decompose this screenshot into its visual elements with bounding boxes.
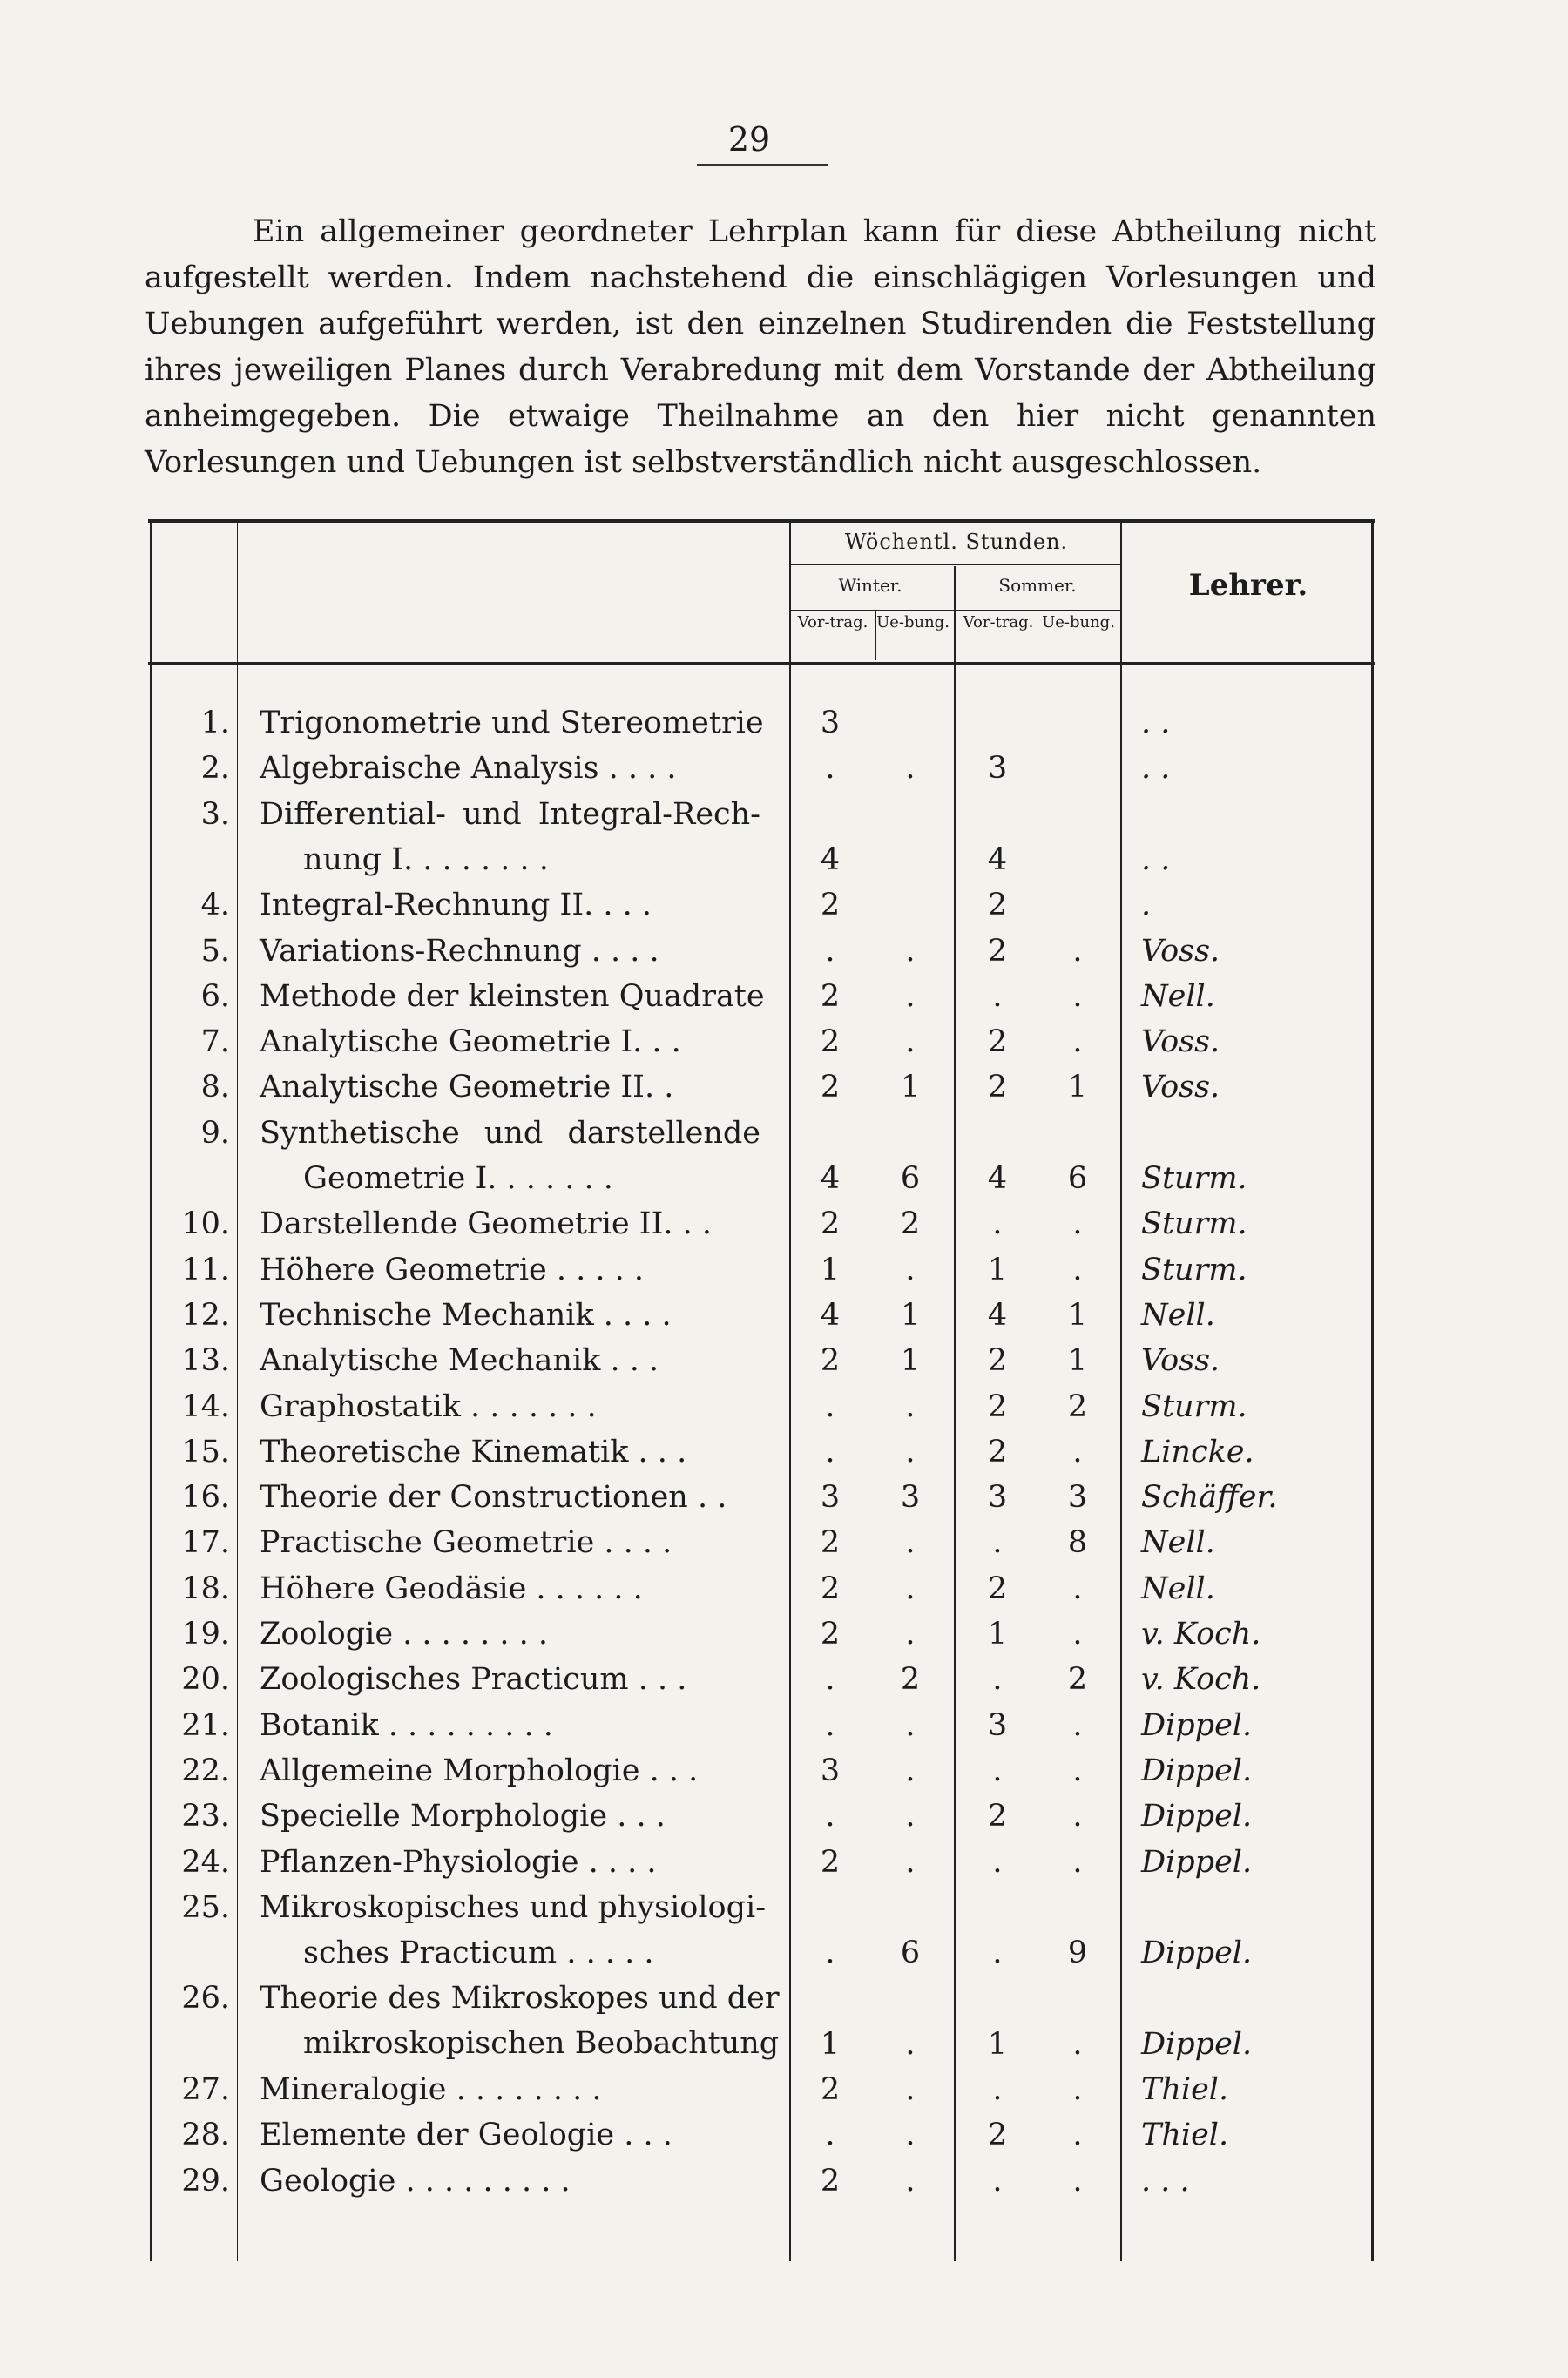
- winter-vortrag-hours: 3: [820, 706, 841, 740]
- subject-line: Graphostatik . . . . . . .: [260, 1388, 597, 1424]
- subject-line: Specielle Morphologie . . .: [260, 1799, 666, 1834]
- header-lehrer: Lehrer.: [1188, 568, 1308, 603]
- course-subject: [260, 929, 765, 974]
- winter-uebung-hours: .: [905, 2163, 916, 2199]
- subject-line: Theorie der Constructionen . .: [260, 1480, 727, 1516]
- table-row: [0, 929, 1568, 974]
- subject-line: Analytische Geometrie II. .: [260, 1070, 674, 1105]
- teacher-name: Sturm.: [1141, 1160, 1247, 1196]
- course-subject: [260, 1111, 765, 1201]
- summer-uebung-hours: .: [1072, 1206, 1083, 1242]
- table-row: [0, 2112, 1568, 2158]
- header-sommer: Sommer.: [998, 575, 1077, 596]
- summer-vortrag-hours: .: [992, 2072, 1003, 2107]
- summer-vortrag-hours: .: [992, 1753, 1003, 1788]
- table-row: [0, 792, 1568, 882]
- row-number: 8.: [200, 1070, 230, 1105]
- subject-line: Elemente der Geologie . . .: [260, 2118, 672, 2153]
- summer-vortrag-hours: 2: [987, 888, 1008, 923]
- teacher-name: Dippel.: [1141, 1844, 1253, 1880]
- winter-vortrag-hours: 2: [820, 1206, 841, 1242]
- winter-vortrag-hours: 2: [820, 1844, 841, 1880]
- summer-uebung-hours: .: [1072, 2163, 1083, 2199]
- subject-line: Theoretische Kinematik . . .: [260, 1434, 687, 1469]
- subject-line: Trigonometrie und Stereometrie: [260, 706, 764, 740]
- course-subject: [260, 974, 765, 1019]
- teacher-name: Voss.: [1141, 1343, 1220, 1379]
- course-subject: [260, 1384, 765, 1429]
- summer-uebung-hours: .: [1072, 1434, 1083, 1469]
- summer-vortrag-hours: 2: [987, 2118, 1008, 2153]
- summer-vortrag-hours: 3: [987, 1707, 1008, 1743]
- summer-uebung-hours: .: [1072, 978, 1083, 1014]
- table-row: [0, 1429, 1568, 1475]
- teacher-name: Schäffer.: [1141, 1480, 1278, 1516]
- subject-line: Darstellende Geometrie II. . .: [260, 1206, 713, 1242]
- row-number: 14.: [181, 1388, 230, 1424]
- table-top-rule: [148, 519, 1375, 523]
- winter-uebung-hours: .: [905, 1525, 916, 1561]
- summer-vortrag-hours: 3: [987, 1480, 1008, 1516]
- winter-vortrag-hours: 3: [820, 1480, 841, 1516]
- subject-line: sches Practicum . . . . .: [303, 1935, 654, 1970]
- winter-vortrag-hours: 3: [820, 1753, 841, 1788]
- summer-uebung-hours: 8: [1067, 1525, 1088, 1561]
- winter-vortrag-hours: 2: [820, 978, 841, 1014]
- table-row: [0, 1703, 1568, 1748]
- row-number: 9.: [200, 1115, 230, 1151]
- winter-vortrag-hours: 2: [820, 1024, 841, 1060]
- course-subject: [260, 882, 765, 928]
- row-number: 20.: [181, 1662, 230, 1698]
- summer-vortrag-hours: .: [992, 1206, 1003, 1242]
- winter-vortrag-hours: .: [825, 933, 835, 969]
- summer-vortrag-hours: .: [992, 1844, 1003, 1880]
- teacher-name: Dippel.: [1141, 2026, 1253, 2062]
- winter-uebung-hours: .: [905, 2118, 916, 2153]
- teacher-name: Dippel.: [1141, 1799, 1253, 1834]
- winter-uebung-hours: .: [905, 1024, 916, 1060]
- woechentl-rule: [791, 564, 1122, 565]
- summer-uebung-hours: 1: [1067, 1297, 1088, 1333]
- summer-uebung-hours: 3: [1067, 1480, 1088, 1516]
- teacher-name: v. Koch.: [1141, 1662, 1261, 1698]
- teacher-name: Lincke.: [1141, 1434, 1254, 1469]
- subject-line: Zoologie . . . . . . . .: [260, 1617, 549, 1652]
- row-number: 23.: [181, 1799, 230, 1834]
- summer-uebung-hours: .: [1072, 1707, 1083, 1743]
- table-row: [0, 1657, 1568, 1702]
- row-number: 7.: [200, 1024, 230, 1060]
- subject-line: Integral-Rechnung II. . . .: [260, 888, 652, 923]
- summer-uebung-hours: .: [1072, 1753, 1083, 1788]
- teacher-name: Nell.: [1141, 978, 1215, 1014]
- summer-uebung-hours: .: [1072, 2026, 1083, 2062]
- summer-uebung-hours: .: [1072, 1799, 1083, 1834]
- winter-vortrag-hours: .: [825, 1936, 835, 1971]
- course-subject: [260, 1520, 765, 1565]
- course-subject: [260, 1748, 765, 1794]
- table-row: [0, 1201, 1568, 1246]
- row-number: 1.: [200, 706, 230, 740]
- row-number: 27.: [181, 2072, 230, 2107]
- winter-uebung-hours: .: [905, 933, 916, 969]
- summer-uebung-hours: 1: [1067, 1070, 1088, 1105]
- winter-uebung-hours: .: [905, 2072, 916, 2107]
- winter-uebung-hours: 2: [900, 1662, 921, 1698]
- row-number: 24.: [181, 1844, 230, 1880]
- course-subject: [260, 1064, 765, 1110]
- subject-line: Differential- und Integral-Rech-: [260, 796, 760, 832]
- summer-uebung-hours: 2: [1067, 1388, 1088, 1424]
- summer-vortrag-hours: 1: [987, 2026, 1008, 2062]
- table-row: [0, 2158, 1568, 2204]
- course-subject: [260, 1429, 765, 1475]
- table-row: [0, 1475, 1568, 1520]
- row-number: 2.: [200, 751, 230, 787]
- table-row: [0, 1111, 1568, 1201]
- page-number: 29: [727, 120, 771, 159]
- course-subject: [260, 1885, 765, 1976]
- teacher-name: Voss.: [1141, 1070, 1220, 1105]
- summer-vortrag-hours: 2: [987, 1799, 1008, 1834]
- winter-uebung-hours: .: [905, 2026, 916, 2062]
- course-subject: [260, 2067, 765, 2112]
- winter-uebung-hours: .: [905, 1571, 916, 1606]
- winter-uebung-hours: .: [905, 1388, 916, 1424]
- course-subject: [260, 1338, 765, 1383]
- summer-vortrag-hours: 4: [987, 1297, 1008, 1333]
- course-subject: [260, 1475, 765, 1520]
- winter-uebung-hours: 1: [900, 1070, 921, 1105]
- teacher-name: v. Koch.: [1141, 1617, 1261, 1652]
- teacher-name: Dippel.: [1141, 1936, 1253, 1971]
- summer-uebung-hours: .: [1072, 1252, 1083, 1287]
- subject-line: Methode der kleinsten Quadrate: [260, 978, 765, 1014]
- teacher-name: Sturm.: [1141, 1388, 1247, 1424]
- row-number: 25.: [181, 1889, 230, 1925]
- subject-line: Geometrie I. . . . . . .: [303, 1160, 613, 1196]
- header-summer-uebung: Ue-bung.: [1042, 613, 1115, 632]
- row-number: 19.: [181, 1617, 230, 1652]
- winter-vortrag-hours: 2: [820, 1525, 841, 1561]
- teacher-name: . . .: [1141, 2163, 1190, 2199]
- winter-uebung-hours: 3: [900, 1480, 921, 1516]
- subject-line: Practische Geometrie . . . .: [260, 1525, 672, 1561]
- course-subject: [260, 1019, 765, 1064]
- table-row: [0, 1384, 1568, 1429]
- table-row: [0, 2067, 1568, 2112]
- summer-vortrag-hours: .: [992, 978, 1003, 1014]
- teacher-name: Dippel.: [1141, 1707, 1253, 1743]
- course-subject: [260, 1611, 765, 1657]
- teacher-name: Dippel.: [1141, 1753, 1253, 1788]
- winter-vortrag-hours: .: [825, 1662, 835, 1698]
- course-subject: [260, 1201, 765, 1246]
- winter-uebung-hours: .: [905, 751, 916, 787]
- winter-uebung-hours: .: [905, 1617, 916, 1652]
- row-number: 4.: [200, 888, 230, 923]
- summer-vortrag-hours: 2: [987, 1571, 1008, 1606]
- table-row: [0, 1064, 1568, 1110]
- winter-vortrag-hours: 1: [820, 2026, 841, 2062]
- course-subject: [260, 1703, 765, 1748]
- subject-line: Analytische Mechanik . . .: [260, 1343, 659, 1379]
- page-number-rule: [697, 164, 828, 166]
- summer-vortrag-hours: 4: [987, 1160, 1008, 1196]
- teacher-name: Nell.: [1141, 1571, 1215, 1606]
- summer-uebung-hours: .: [1072, 2072, 1083, 2107]
- winter-vortrag-hours: .: [825, 1388, 835, 1424]
- header-winter: Winter.: [838, 575, 902, 596]
- winter-vortrag-hours: 2: [820, 1571, 841, 1606]
- course-subject: [260, 1293, 765, 1338]
- winter-vortrag-hours: .: [825, 751, 835, 787]
- header-winter-vortrag: Vor-trag.: [797, 613, 868, 632]
- summer-uebung-hours: .: [1072, 1844, 1083, 1880]
- summer-vortrag-hours: .: [992, 1662, 1003, 1698]
- teacher-name: Sturm.: [1141, 1206, 1247, 1242]
- season-rule: [791, 610, 1122, 611]
- teacher-name: Sturm.: [1141, 1252, 1247, 1287]
- winter-uebung-hours: .: [905, 978, 916, 1014]
- table-row: [0, 1566, 1568, 1611]
- subject-line: Variations-Rechnung . . . .: [260, 933, 659, 969]
- subject-line: Allgemeine Morphologie . . .: [260, 1753, 699, 1788]
- table-row: [0, 746, 1568, 791]
- winter-uebung-hours: .: [905, 1753, 916, 1788]
- table-row: [0, 1611, 1568, 1657]
- row-number: 11.: [181, 1252, 230, 1287]
- row-number: 18.: [181, 1571, 230, 1606]
- table-row: [0, 1019, 1568, 1064]
- course-subject: [260, 1247, 765, 1293]
- teacher-name: Nell.: [1141, 1297, 1215, 1333]
- subject-line: nung I. . . . . . . .: [303, 841, 549, 877]
- table-row: [0, 974, 1568, 1019]
- summer-vortrag-hours: .: [992, 2163, 1003, 2199]
- table-row: [0, 1794, 1568, 1839]
- header-summer-vortrag: Vor-trag.: [963, 613, 1034, 632]
- winter-uebung-hours: .: [905, 1844, 916, 1880]
- subject-line: Technische Mechanik . . . .: [260, 1297, 672, 1333]
- winter-vortrag-hours: .: [825, 1434, 835, 1469]
- summer-vortrag-hours: 2: [987, 1343, 1008, 1379]
- subject-line: Zoologisches Practicum . . .: [260, 1662, 687, 1698]
- course-subject: [260, 1657, 765, 1702]
- summer-vortrag-hours: 1: [987, 1252, 1008, 1287]
- teacher-name: . .: [1141, 751, 1171, 787]
- intro-text: Ein allgemeiner geordneter Lehrplan kann für diese Abtheilung nicht aufgestellt werden. Indem nachstehend die einschlägigen Vorlesungen und Uebungen aufgeführt werden, ist den einzelnen Studirenden die Feststellung ihres jeweiligen Planes durch Verabredung mit dem Vorstande der Abtheilung anheimgegeben. Die etwaige Theilnahme an den hier nicht genannten Vorlesungen und Uebungen ist selbstverständlich nicht ausgeschlossen.: [145, 214, 1376, 480]
- summer-vortrag-hours: .: [992, 1936, 1003, 1971]
- subject-line: Botanik . . . . . . . . .: [260, 1707, 553, 1743]
- winter-vortrag-hours: 2: [820, 1617, 841, 1652]
- course-subject: [260, 700, 765, 746]
- winter-vortrag-hours: .: [825, 1707, 835, 1743]
- teacher-name: Nell.: [1141, 1525, 1215, 1561]
- winter-vortrag-hours: .: [825, 1799, 835, 1834]
- winter-vortrag-hours: 2: [820, 2163, 841, 2199]
- row-number: 26.: [181, 1981, 230, 2017]
- winter-uebung-hours: 2: [900, 1206, 921, 1242]
- summer-uebung-hours: .: [1072, 1617, 1083, 1652]
- course-subject: [260, 1794, 765, 1839]
- course-subject: [260, 2158, 765, 2204]
- row-number: 15.: [181, 1434, 230, 1469]
- summer-uebung-hours: 9: [1067, 1936, 1088, 1971]
- subject-line: Mineralogie . . . . . . . .: [260, 2072, 602, 2107]
- subject-line: Höhere Geometrie . . . . .: [260, 1252, 645, 1287]
- winter-vortrag-hours: 2: [820, 2072, 841, 2107]
- summer-uebung-hours: .: [1072, 933, 1083, 969]
- table-row: [0, 700, 1568, 746]
- winter-uebung-hours: .: [905, 1707, 916, 1743]
- table-row: [0, 1840, 1568, 1885]
- summer-vortrag-hours: 4: [987, 841, 1008, 877]
- winter-uebung-hours: .: [905, 1434, 916, 1469]
- teacher-name: .: [1141, 888, 1152, 923]
- winter-vortrag-hours: .: [825, 2118, 835, 2153]
- summer-vortrag-hours: 1: [987, 1617, 1008, 1652]
- course-subject: [260, 1976, 780, 2066]
- summer-vortrag-hours: 3: [987, 751, 1008, 787]
- summer-vortrag-hours: 2: [987, 933, 1008, 969]
- table-row: [0, 1293, 1568, 1338]
- subject-line: Synthetische und darstellende: [260, 1115, 760, 1151]
- table-row: [0, 1885, 1568, 1976]
- winter-uebung-hours: .: [905, 1799, 916, 1834]
- row-number: 10.: [181, 1206, 230, 1242]
- subject-line: Geologie . . . . . . . . .: [260, 2163, 571, 2199]
- course-subject: [260, 1566, 765, 1611]
- summer-uebung-hours: 6: [1067, 1160, 1088, 1196]
- subject-line: Theorie des Mikroskopes und der: [260, 1981, 780, 2017]
- table-row: [0, 1520, 1568, 1565]
- row-number: 6.: [200, 978, 230, 1014]
- subject-line: Pflanzen-Physiologie . . . .: [260, 1844, 657, 1880]
- summer-uebung-hours: .: [1072, 1024, 1083, 1060]
- summer-uebung-hours: .: [1072, 2118, 1083, 2153]
- winter-uebung-hours: 6: [900, 1160, 921, 1196]
- winter-uebung-hours: 1: [900, 1343, 921, 1379]
- teacher-name: Voss.: [1141, 933, 1220, 969]
- course-subject: [260, 746, 765, 791]
- winter-vortrag-hours: 1: [820, 1252, 841, 1287]
- course-subject: [260, 1840, 765, 1885]
- row-number: 16.: [181, 1480, 230, 1516]
- summer-vortrag-hours: 2: [987, 1070, 1008, 1105]
- teacher-name: . .: [1141, 841, 1171, 877]
- summer-uebung-hours: 1: [1067, 1343, 1088, 1379]
- table-row: [0, 1338, 1568, 1383]
- header-bottom-rule: [148, 662, 1375, 665]
- teacher-name: Thiel.: [1141, 2072, 1229, 2107]
- course-subject: [260, 792, 765, 882]
- winter-uebung-hours: 1: [900, 1297, 921, 1333]
- intro-paragraph: [145, 209, 1376, 486]
- table-row: [0, 1748, 1568, 1794]
- subject-line: mikroskopischen Beobachtung: [303, 2026, 780, 2062]
- table-row: [0, 882, 1568, 928]
- winter-vortrag-hours: 4: [820, 841, 841, 877]
- winter-vortrag-hours: 2: [820, 1343, 841, 1379]
- teacher-name: Voss.: [1141, 1024, 1220, 1060]
- summer-vortrag-hours: 2: [987, 1434, 1008, 1469]
- table-row: [0, 1247, 1568, 1293]
- header-winter-uebung: Ue-bung.: [876, 613, 950, 632]
- row-number: 28.: [181, 2118, 230, 2153]
- row-number: 5.: [200, 933, 230, 969]
- table-row: [0, 1976, 1568, 2066]
- winter-vortrag-hours: 4: [820, 1297, 841, 1333]
- subject-line: Algebraische Analysis . . . .: [260, 751, 677, 787]
- row-number: 12.: [181, 1297, 230, 1333]
- summer-uebung-hours: .: [1072, 1571, 1083, 1606]
- row-number: 17.: [181, 1525, 230, 1561]
- row-number: 13.: [181, 1343, 230, 1379]
- winter-uebung-hours: .: [905, 1252, 916, 1287]
- row-number: 3.: [200, 796, 230, 832]
- winter-vortrag-hours: 4: [820, 1160, 841, 1196]
- row-number: 29.: [181, 2163, 230, 2199]
- subject-line: Analytische Geometrie I. . .: [260, 1024, 681, 1060]
- summer-vortrag-hours: .: [992, 1525, 1003, 1561]
- teacher-name: . .: [1141, 706, 1171, 740]
- row-number: 22.: [181, 1753, 230, 1788]
- subject-line: Mikroskopisches und physiologi-: [260, 1889, 767, 1925]
- teacher-name: Thiel.: [1141, 2118, 1229, 2153]
- header-woechentl: Wöchentl. Stunden.: [844, 530, 1069, 554]
- winter-vortrag-hours: 2: [820, 1070, 841, 1105]
- subject-line: Höhere Geodäsie . . . . . .: [260, 1571, 643, 1606]
- row-number: 21.: [181, 1707, 230, 1743]
- summer-uebung-hours: 2: [1067, 1662, 1088, 1698]
- winter-uebung-hours: 6: [900, 1936, 921, 1971]
- summer-vortrag-hours: 2: [987, 1388, 1008, 1424]
- course-subject: [260, 2112, 765, 2158]
- winter-vortrag-hours: 2: [820, 888, 841, 923]
- summer-vortrag-hours: 2: [987, 1024, 1008, 1060]
